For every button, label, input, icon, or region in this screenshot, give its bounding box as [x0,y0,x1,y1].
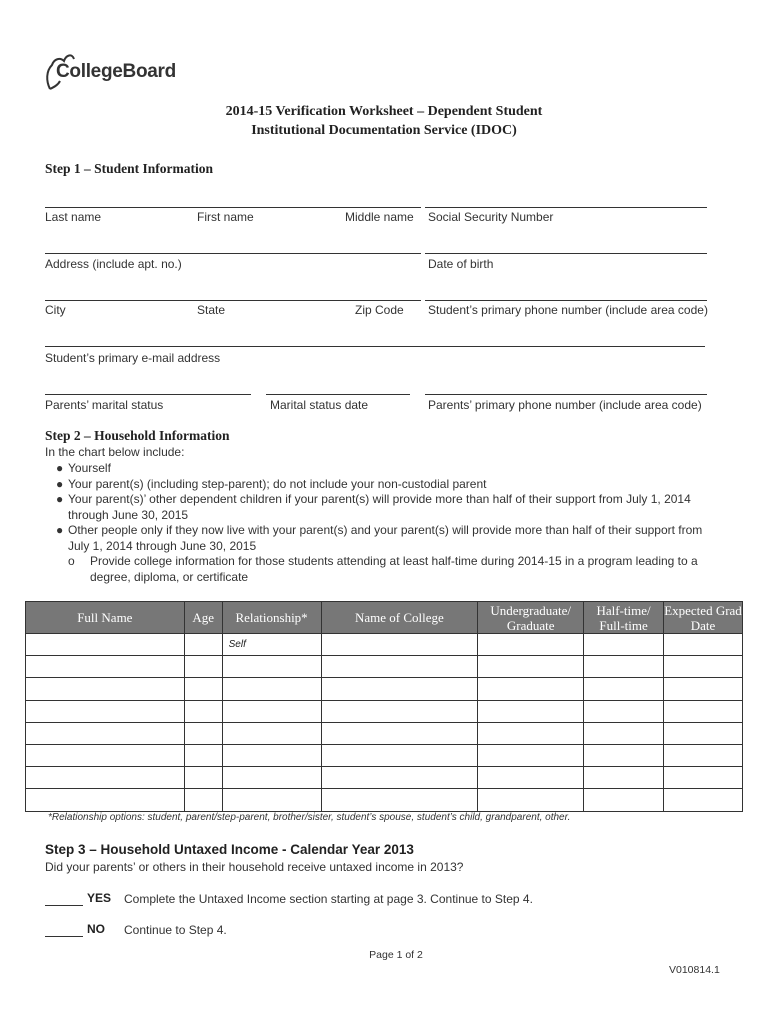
parents-marital-line[interactable] [45,394,251,395]
address-line[interactable] [45,253,421,254]
cell[interactable] [321,634,478,656]
sub-bullet-text: Provide college information for those students attending at least half-time during 2014-15 in a program leading to a degree, diploma, or certificate [90,554,698,584]
header-grad-date: Expected Grad Date [664,602,742,633]
page-number: Page 1 of 2 [369,949,423,961]
ssn-label: Social Security Number [428,210,554,224]
parents-phone-line[interactable] [425,394,707,395]
header-relationship: Relationship* [222,602,321,634]
bullet-text: Your parent(s)’ other dependent children if your parent(s) will provide more than half of their support from July 1, 2014 through June 30, 2015 [68,492,691,522]
email-label: Student’s primary e-mail address [45,351,221,365]
list-item [56,461,726,477]
header-half-full-time: Half-time/ Full-time [584,602,664,634]
table-row [26,744,743,766]
document-code: V010814.1 [669,964,720,976]
relationship-self-cell: Self [222,634,321,656]
step2-bullet-list [56,461,726,585]
cell[interactable] [478,634,584,656]
circle-bullet-icon: o [68,554,75,568]
bullet-icon: ● [56,461,64,475]
cell[interactable] [184,634,222,656]
step2-heading: Step 2 – Household Information [45,428,230,443]
no-label: NO [87,922,105,936]
page-subtitle: Institutional Documentation Service (IDOC) [251,123,517,138]
no-text: Continue to Step 4. [124,923,227,937]
table-row [26,656,743,678]
page-title: 2014-15 Verification Worksheet – Dependent Student [225,104,543,119]
list-item [56,477,726,493]
email-line[interactable] [45,346,705,347]
list-item [56,492,726,523]
table-row [26,767,743,789]
city-label: City [45,303,66,317]
bullet-text: Other people only if they now live with your parent(s) and your parent(s) will provide more than half of their support from July 1, 2014 through June 30, 2015 [68,523,703,553]
cell[interactable] [26,634,185,656]
bullet-icon: ● [56,476,64,491]
cell[interactable] [584,634,664,656]
header-undergrad-grad: Undergraduate/ Graduate [478,602,584,634]
table-row [26,722,743,744]
name-line[interactable] [45,207,421,208]
header-college: Name of College [321,602,478,634]
bullet-icon: ● [56,523,64,537]
bullet-text: Yourself [68,461,111,475]
logo-text: CollegeBoard [56,61,176,82]
dob-line[interactable] [425,253,707,254]
dob-label: Date of birth [428,257,494,271]
marital-date-line[interactable] [266,394,410,395]
step1-heading: Step 1 – Student Information [45,161,214,176]
parents-phone-label: Parents’ primary phone number (include area code) [428,398,702,412]
step2-intro: In the chart below include: [45,445,185,459]
no-line[interactable] [45,936,83,937]
step3-question: Did your parents’ or others in their household receive untaxed income in 2013? [45,860,464,874]
step3-heading: Step 3 – Household Untaxed Income - Calendar Year 2013 [45,842,414,857]
list-item [56,523,726,554]
first-name-label: First name [197,210,254,224]
relationship-footnote: *Relationship options: student, parent/step-parent, brother/sister, student’s spouse, student’s child, grandparent, other. [48,812,571,823]
header-age: Age [184,602,222,634]
marital-date-label: Marital status date [270,398,369,412]
table-row [26,678,743,700]
yes-text: Complete the Untaxed Income section starting at page 3. Continue to Step 4. [124,892,533,906]
sub-list-item [56,554,726,585]
address-label: Address (include apt. no.) [45,257,182,271]
state-label: State [197,303,226,317]
household-table [25,601,743,812]
student-phone-label: Student’s primary phone number (include area code) [428,303,708,317]
yes-label: YES [87,891,112,905]
table-row [26,700,743,722]
table-row [26,634,743,656]
ssn-line[interactable] [425,207,707,208]
header-full-name: Full Name [26,602,185,634]
bullet-icon: ● [56,492,64,506]
table-header-row [26,602,743,634]
city-state-zip-line[interactable] [45,300,421,301]
middle-name-label: Middle name [345,210,414,224]
cell[interactable] [664,634,743,656]
student-phone-line[interactable] [425,300,707,301]
bullet-text: Your parent(s) (including step-parent); do not include your non-custodial parent [68,476,487,491]
zip-label: Zip Code [355,303,404,317]
table-row [26,789,743,811]
parents-marital-label: Parents’ marital status [45,398,164,412]
last-name-label: Last name [45,210,102,224]
yes-line[interactable] [45,905,83,906]
